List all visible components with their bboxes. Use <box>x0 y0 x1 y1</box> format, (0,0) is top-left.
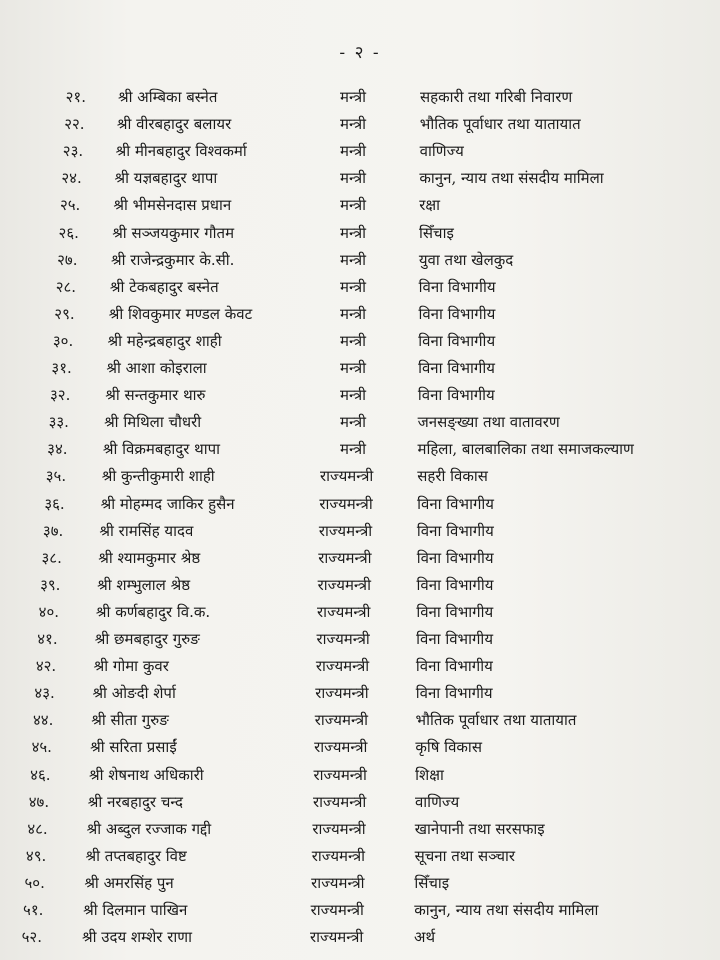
entry-ministry: कानुन, न्याय तथा संसदीय मामिला <box>414 901 599 919</box>
entry-number: ४३. <box>34 684 55 703</box>
entry-name: श्री कुन्तीकुमारी शाही <box>101 467 215 486</box>
entry-number: ४४. <box>32 711 54 730</box>
entry-number: ५१. <box>23 901 44 919</box>
entry-name: श्री गोमा कुवर <box>93 657 169 676</box>
entry-name: श्री ओङदी शेर्पा <box>92 684 176 703</box>
entry-number: २४. <box>61 169 82 188</box>
entry-ministry: विना विभागीय <box>418 331 496 350</box>
entry-ministry: विना विभागीय <box>417 494 494 513</box>
entry-name: श्री राजेन्द्रकुमार के.सी. <box>111 250 235 269</box>
list-item <box>0 545 720 571</box>
entry-role: राज्यमन्त्री <box>312 819 366 838</box>
list-item <box>0 789 720 815</box>
entry-ministry: विना विभागीय <box>416 630 494 648</box>
entry-name: श्री टेकबहादुर बस्नेत <box>109 277 219 296</box>
entry-role: मन्त्री <box>340 142 367 161</box>
entry-ministry: सूचना तथा सञ्चार <box>414 846 515 865</box>
list-item <box>0 491 720 517</box>
entry-ministry: शिक्षा <box>415 765 444 784</box>
entry-name: श्री शेषनाथ अधिकारी <box>88 765 204 784</box>
entry-number: २६. <box>58 223 79 242</box>
entry-name: श्री नरबहादुर चन्द <box>87 792 183 811</box>
list-item <box>0 653 720 679</box>
entry-number: २५. <box>59 196 81 215</box>
list-item <box>0 328 720 354</box>
entry-number: ४९. <box>25 846 47 865</box>
page-number: - २ - <box>339 43 381 63</box>
entry-ministry: विना विभागीय <box>418 359 495 377</box>
entry-number: ४५. <box>31 738 52 757</box>
entry-name: श्री यज्ञबहादुर थापा <box>114 169 218 188</box>
entry-ministry: भौतिक पूर्वाधार तथा यातायात <box>415 711 577 730</box>
entry-number: ३७. <box>42 521 64 540</box>
list-item <box>0 436 720 462</box>
entry-number: ५०. <box>24 873 45 892</box>
entry-name: श्री छमबहादुर गुरुङ <box>94 630 200 648</box>
entry-number: ५२. <box>21 928 42 947</box>
list-item <box>0 463 720 489</box>
entry-ministry: विना विभागीय <box>416 521 494 540</box>
entry-name: श्री रामसिंह यादव <box>99 521 194 540</box>
entry-role: राज्यमन्त्री <box>312 792 367 811</box>
entry-number: ३८. <box>41 548 62 567</box>
entry-number: ४६. <box>30 765 51 784</box>
list-item <box>0 572 720 598</box>
entry-role: राज्यमन्त्री <box>315 657 370 676</box>
entry-role: राज्यमन्त्री <box>313 765 367 784</box>
entry-ministry: वाणिज्य <box>419 142 464 161</box>
entry-name: श्री वीरबहादुर बलायर <box>116 115 232 134</box>
entry-number: ३३. <box>48 413 69 432</box>
entry-number: ४८. <box>27 819 48 838</box>
entry-number: ३५. <box>45 467 67 486</box>
entry-ministry: कानुन, न्याय तथा संसदीय मामिला <box>419 169 604 188</box>
entry-number: २३. <box>62 142 84 161</box>
entry-ministry: अर्थ <box>414 928 436 947</box>
entry-number: २९. <box>54 304 75 323</box>
entry-ministry: विना विभागीय <box>418 277 496 296</box>
entry-number: ४७. <box>28 792 50 811</box>
entry-role: मन्त्री <box>340 413 367 432</box>
entry-role: राज्यमन्त्री <box>310 928 364 947</box>
entry-ministry: भौतिक पूर्वाधार तथा यातायात <box>419 115 581 134</box>
entry-number: ३४. <box>47 440 68 459</box>
entry-name: श्री अम्बिका बस्नेत <box>118 88 218 106</box>
entry-number: ३१. <box>51 359 72 377</box>
entry-ministry: विना विभागीय <box>417 386 495 405</box>
entry-role: राज्यमन्त्री <box>310 901 364 919</box>
entry-role: मन्त्री <box>340 88 367 106</box>
list-item <box>0 138 720 164</box>
entry-role: राज्यमन्त्री <box>320 467 374 486</box>
list-item <box>0 897 720 923</box>
list-item <box>0 165 720 191</box>
list-item <box>0 707 720 733</box>
entry-name: श्री श्यामकुमार श्रेष्ठ <box>98 548 201 567</box>
list-item <box>0 192 720 218</box>
entry-name: श्री सञ्जयकुमार गौतम <box>112 223 235 242</box>
entry-number: ४१. <box>37 630 58 648</box>
entry-name: श्री मिथिला चौधरी <box>104 413 202 432</box>
entry-role: मन्त्री <box>340 277 367 296</box>
entry-role: मन्त्री <box>340 223 367 242</box>
entry-name: श्री उदय शम्शेर राणा <box>82 928 192 947</box>
entry-name: श्री आशा कोइराला <box>106 359 207 377</box>
list-item <box>0 870 720 896</box>
list-item <box>0 111 720 137</box>
entry-name: श्री तप्तबहादुर विष्ट <box>85 846 187 865</box>
entry-ministry: जनसङ्ख्या तथा वातावरण <box>417 413 560 432</box>
list-item <box>0 816 720 842</box>
entry-name: श्री अमरसिंह पुन <box>84 873 174 892</box>
entry-role: मन्त्री <box>340 250 367 269</box>
entry-role: राज्यमन्त्री <box>319 494 373 513</box>
entry-ministry: सिँचाइ <box>419 223 454 242</box>
list-item <box>0 274 720 300</box>
entry-role: मन्त्री <box>340 196 367 215</box>
list-item <box>0 843 720 869</box>
entry-role: मन्त्री <box>340 440 367 459</box>
list-item <box>0 626 720 652</box>
entry-role: राज्यमन्त्री <box>317 602 371 621</box>
list-item <box>0 409 720 435</box>
list-item <box>0 220 720 246</box>
entry-role: राज्यमन्त्री <box>318 548 372 567</box>
entry-name: श्री मीनबहादुर विश्वकर्मा <box>115 142 247 161</box>
entry-ministry: कृषि विकास <box>415 738 482 757</box>
entry-ministry: विना विभागीय <box>416 548 494 567</box>
entry-ministry: विना विभागीय <box>416 575 494 594</box>
list-item <box>0 84 720 110</box>
entry-ministry: सिँचाइ <box>414 873 450 892</box>
entry-name: श्री महेन्द्रबहादुर शाही <box>107 331 222 350</box>
entry-role: मन्त्री <box>340 359 367 377</box>
entry-ministry: विना विभागीय <box>415 657 493 676</box>
entry-number: ३२. <box>50 386 71 405</box>
entry-name: श्री सरिता प्रसाईं <box>90 738 177 757</box>
entry-number: २७. <box>57 250 78 269</box>
entry-role: राज्यमन्त्री <box>311 873 365 892</box>
entry-name: श्री भीमसेनदास प्रधान <box>113 196 232 215</box>
entry-name: श्री शम्भुलाल श्रेष्ठ <box>97 575 191 594</box>
entry-number: ४२. <box>35 657 57 676</box>
entry-number: ३६. <box>44 494 65 513</box>
list-item <box>0 382 720 408</box>
list-item <box>0 680 720 706</box>
entry-role: मन्त्री <box>340 304 367 323</box>
entry-number: २२. <box>64 115 85 134</box>
list-item <box>0 599 720 625</box>
list-item <box>0 301 720 327</box>
entry-name: श्री सीता गुरुङ <box>91 711 169 730</box>
entry-number: ३०. <box>52 331 74 350</box>
entry-ministry: सहरी विकास <box>417 467 488 486</box>
entry-role: राज्यमन्त्री <box>314 711 369 730</box>
entry-role: मन्त्री <box>340 331 367 350</box>
list-item <box>0 762 720 788</box>
entry-role: राज्यमन्त्री <box>316 630 370 648</box>
entry-name: श्री शिवकुमार मण्डल केवट <box>108 304 253 323</box>
entry-name: श्री अब्दुल रज्जाक गद्दी <box>86 819 212 838</box>
entry-role: राज्यमन्त्री <box>318 521 373 540</box>
entry-ministry: रक्षा <box>419 196 440 215</box>
entry-role: राज्यमन्त्री <box>317 575 371 594</box>
entry-role: मन्त्री <box>340 386 367 405</box>
entry-role: राज्यमन्त्री <box>315 684 369 703</box>
entry-role: मन्त्री <box>340 115 367 134</box>
entry-ministry: वाणिज्य <box>414 792 460 811</box>
list-item <box>0 355 720 381</box>
entry-name: श्री मोहम्मद जाकिर हुसैन <box>100 494 235 513</box>
entry-ministry: महिला, बालबालिका तथा समाजकल्याण <box>417 440 634 459</box>
entry-name: श्री सन्तकुमार थारु <box>105 386 206 405</box>
entry-ministry: विना विभागीय <box>415 684 493 703</box>
entry-number: २१. <box>65 88 86 106</box>
entry-name: श्री दिलमान पाखिन <box>83 901 188 919</box>
entry-ministry: खानेपानी तथा सरसफाइ <box>414 819 545 838</box>
entry-ministry: सहकारी तथा गरिबी निवारण <box>420 88 573 106</box>
entry-ministry: विना विभागीय <box>418 304 496 323</box>
entry-ministry: विना विभागीय <box>416 602 494 621</box>
entry-number: २८. <box>55 277 77 296</box>
entry-name: श्री कर्णबहादुर वि.क. <box>95 602 211 621</box>
list-item <box>0 924 720 950</box>
list-item <box>0 518 720 544</box>
list-item <box>0 734 720 760</box>
entry-number: ४०. <box>38 602 60 621</box>
entry-ministry: युवा तथा खेलकुद <box>418 250 514 269</box>
entry-role: मन्त्री <box>340 169 367 188</box>
entry-role: राज्यमन्त्री <box>311 846 366 865</box>
entry-number: ३९. <box>40 575 61 594</box>
entry-name: श्री विक्रमबहादुर थापा <box>102 440 221 459</box>
entry-role: राज्यमन्त्री <box>314 738 368 757</box>
list-item <box>0 247 720 273</box>
